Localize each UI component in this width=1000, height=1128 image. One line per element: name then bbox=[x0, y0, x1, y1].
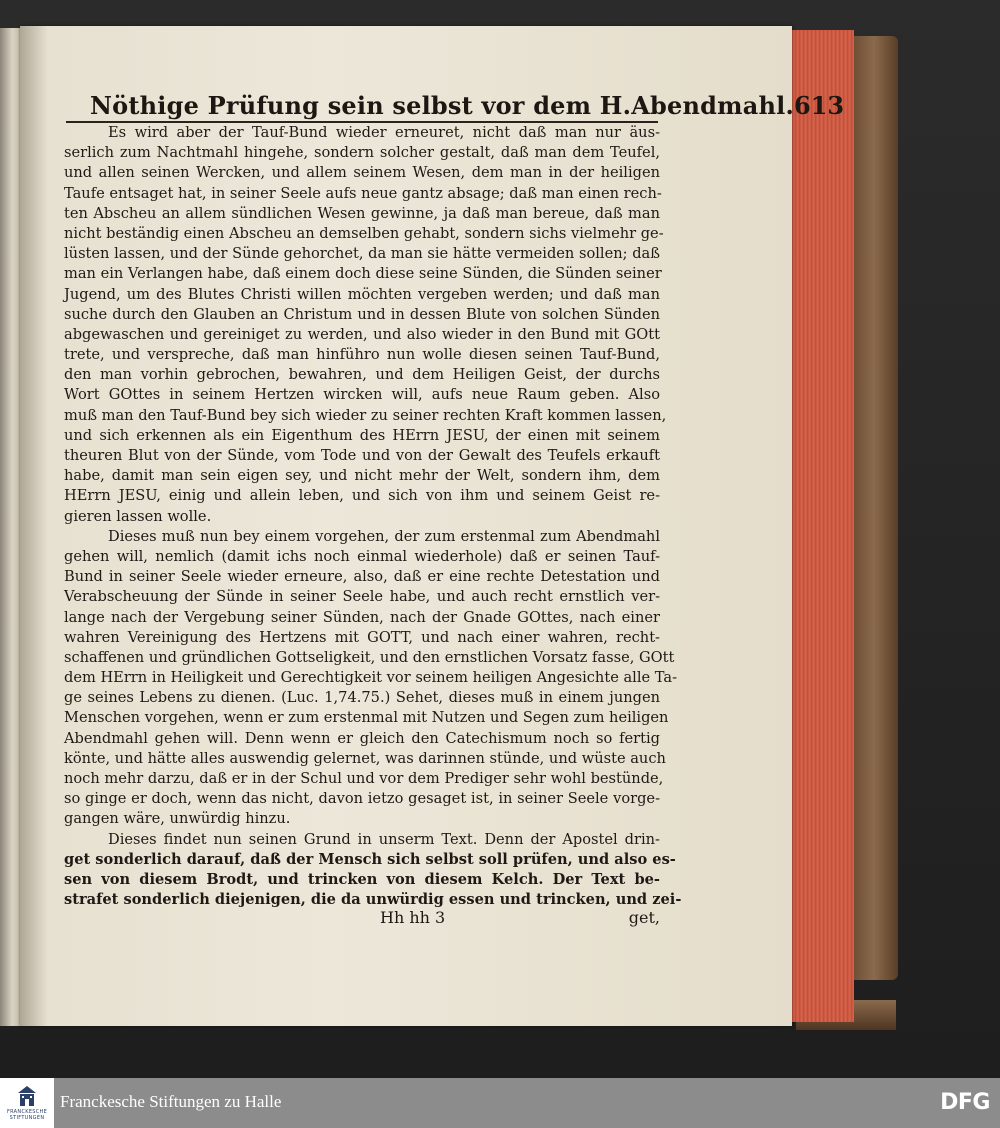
text-line: theuren Blut von der Sünde, vom Tode und von der Gewalt des Teufels erkauft bbox=[64, 447, 660, 464]
text-line: wahren Vereinigung des Hertzens mit GOTT, und nach einer wahren, recht- bbox=[64, 628, 660, 646]
text-line: Dieses muß nun bey einem vorgehen, der zum erstenmal zum Abendmahl bbox=[108, 527, 660, 545]
text-line: lüsten lassen, und der Sünde gehorchet, da man sie hätte vermeiden sollen; daß bbox=[64, 245, 660, 263]
text-line: dem HErrn in Heiligkeit und Gerechtigkeit vor seinem heiligen Angesichte alle Ta- bbox=[64, 669, 678, 687]
text-line: sen von diesem Brodt, und trincken von diesem Kelch. Der Text be- bbox=[64, 870, 660, 888]
text-line: trete, und verspreche, daß man hinführo nun wolle diesen seinen Tauf-Bund, bbox=[64, 346, 660, 364]
text-line: muß man den Tauf-Bund bey sich wieder zu seiner rechten Kraft kommen lassen, bbox=[64, 406, 667, 424]
text-line: man ein Verlangen habe, daß einem doch diese seine Sünden, die Sünden seiner bbox=[64, 265, 662, 283]
page-footer bbox=[380, 908, 660, 932]
text-line: gieren lassen wolle. bbox=[64, 507, 212, 525]
page-gutter-shadow bbox=[20, 26, 48, 1026]
text-line: Wort GOttes in seinem Hertzen wircken will, aufs neue Raum geben. Also bbox=[64, 386, 660, 404]
text-line: noch mehr darzu, daß er in der Schul und vor dem Prediger sehr wohl bestünde, bbox=[64, 770, 664, 787]
institution-name[interactable]: Franckesche Stiftungen zu Halle bbox=[60, 1092, 282, 1111]
facing-page-edge bbox=[0, 28, 20, 1026]
text-line: Verabscheuung der Sünde in seiner Seele habe, und auch recht ernstlich ver- bbox=[64, 588, 660, 606]
text-line: so ginge er doch, wenn das nicht, davon ietzo gesaget ist, in seiner Seele vorge- bbox=[64, 790, 660, 808]
text-line: Abendmahl gehen will. Denn wenn er gleich den Catechismum noch so fertig bbox=[64, 729, 660, 747]
text-line: Bund in seiner Seele wieder erneure, also, daß er eine rechte Detestation und bbox=[64, 568, 660, 586]
text-line: serlich zum Nachtmahl hingehe, sondern solcher gestalt, daß man dem Teufel, bbox=[64, 144, 660, 162]
text-line: HErrn JESU, einig und allein leben, und sich von ihm und seinem Geist re- bbox=[64, 487, 660, 505]
catchword: get, bbox=[628, 908, 660, 927]
building-icon bbox=[16, 1085, 38, 1109]
signature-mark: Hh hh 3 bbox=[380, 908, 446, 927]
text-line: Taufe entsaget hat, in seiner Seele aufs neue gantz absage; daß man einen rech- bbox=[64, 184, 662, 202]
text-line: gehen will, nemlich (damit ichs noch einmal wiederhole) daß er seinen Tauf- bbox=[64, 547, 660, 565]
text-line: und allen seinen Wercken, und allem seinem Wesen, dem man in der heiligen bbox=[64, 164, 660, 182]
running-head: Nöthige Prüfung sein selbst vor dem H.Abendmahl. bbox=[90, 91, 794, 120]
text-line: Menschen vorgehen, wenn er zum erstenmal mit Nutzen und Segen zum heiligen bbox=[64, 709, 669, 727]
text-line: Dieses findet nun seinen Grund in unserm Text. Denn der Apostel drin- bbox=[108, 830, 660, 848]
book-cover bbox=[850, 36, 898, 980]
footer-banner bbox=[0, 1078, 1000, 1128]
text-line: den man vorhin gebrochen, bewahren, und dem Heiligen Geist, der durchs bbox=[64, 366, 660, 384]
red-page-edges bbox=[792, 30, 854, 1022]
page-number: 613 bbox=[794, 91, 845, 120]
text-line: habe, damit man sein eigen sey, und nicht mehr der Welt, sondern ihm, dem bbox=[64, 467, 660, 485]
text-line: suche durch den Glauben an Christum und in dessen Blute von solchen Sünden bbox=[64, 305, 660, 323]
institution-logo[interactable] bbox=[0, 1078, 54, 1128]
text-line: schaffenen und gründlichen Gottseligkeit, und den ernstlichen Vorsatz fasse, GOtt bbox=[64, 648, 675, 666]
text-line: könte, und hätte alles auswendig gelernet, was darinnen stünde, und wüste auch bbox=[64, 749, 666, 767]
page-header bbox=[90, 80, 845, 120]
text-line: Jugend, um des Blutes Christi willen möchten vergeben werden; und daß man bbox=[64, 285, 660, 303]
dfg-logo[interactable]: DFG bbox=[940, 1090, 990, 1115]
logo-text: FRANCKESCHE STIFTUNGEN bbox=[6, 1109, 48, 1121]
text-line: und sich erkennen als ein Eigenthum des HErrn JESU, der einen mit seinem bbox=[64, 426, 660, 444]
text-line: gangen wäre, unwürdig hinzu. bbox=[64, 810, 291, 828]
text-line: get sonderlich darauf, daß der Mensch sich selbst soll prüfen, und also es- bbox=[64, 850, 676, 868]
text-line: Es wird aber der Tauf-Bund wieder erneuret, nicht daß man nur äus- bbox=[108, 124, 660, 141]
text-line: nicht beständig einen Abscheu an demselben gehabt, sondern sichs vielmehr ge- bbox=[64, 224, 664, 242]
text-line: abgewaschen und gereiniget zu werden, und also wieder in den Bund mit GOtt bbox=[64, 325, 660, 343]
text-line: strafet sonderlich diejenigen, die da unwürdig essen und trincken, und zei- bbox=[64, 891, 682, 909]
text-line: ge seines Lebens zu dienen. (Luc. 1,74.75.) Sehet, dieses muß in einem jungen bbox=[64, 689, 660, 707]
text-line: lange nach der Vergebung seiner Sünden, nach der Gnade GOttes, nach einer bbox=[64, 608, 660, 626]
body-text bbox=[64, 123, 682, 910]
text-line: ten Abscheu an allem sündlichen Wesen gewinne, ja daß man bereue, daß man bbox=[64, 204, 660, 222]
